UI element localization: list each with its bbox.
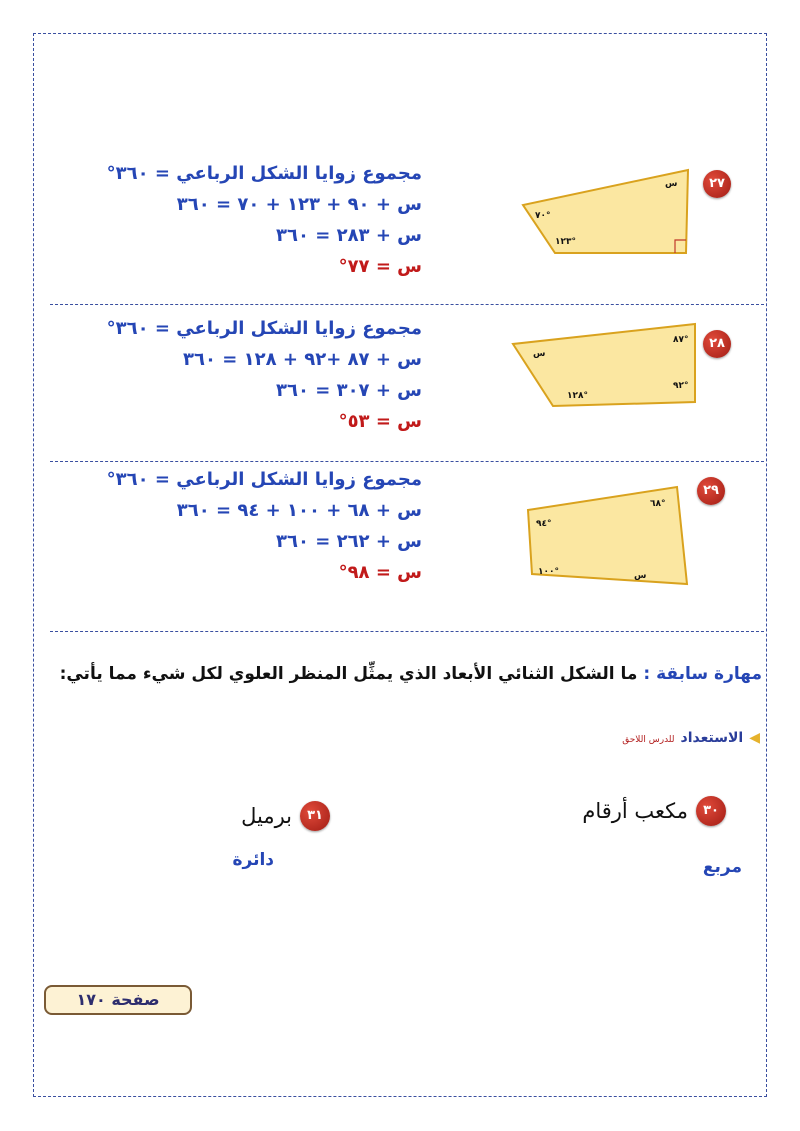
angle-label: ٩٤° — [536, 519, 552, 529]
skill-label: مهارة سابقة : — [643, 664, 762, 684]
angle-label: س — [533, 349, 546, 359]
angle-label: ٧٠° — [535, 211, 551, 221]
item-label: برميل — [241, 804, 292, 828]
angle-label: ٨٧° — [673, 335, 689, 345]
solution-28 — [107, 313, 422, 437]
quadrilateral-27 — [515, 162, 695, 262]
solution-answer: س = ٧٧° — [338, 256, 422, 277]
solution-line: مجموع زوايا الشكل الرباعي = ٣٦٠° — [106, 163, 422, 184]
divider — [50, 631, 764, 632]
problem-number-badge: ٢٩ — [697, 477, 725, 505]
item-number-badge: ٣١ — [300, 801, 330, 831]
item-label: مكعب أرقام — [582, 799, 688, 823]
problem-number-badge: ٢٧ — [703, 170, 731, 198]
solution-line: س + ٣٠٧ = ٣٦٠ — [275, 380, 422, 401]
angle-label: ١٢٣° — [555, 237, 576, 247]
angle-label: ٦٨° — [650, 499, 666, 509]
solution-line: س + ٢٨٣ = ٣٦٠ — [275, 225, 422, 246]
triangle-marker-icon: ◀ — [749, 730, 760, 746]
quadrilateral-28 — [505, 318, 700, 418]
divider — [50, 304, 764, 305]
solution-line: س + ٩٠ + ١٢٣ + ٧٠ = ٣٦٠ — [176, 194, 422, 215]
item-30 — [582, 796, 726, 826]
skill-question — [60, 664, 762, 684]
solution-answer: س = ٥٣° — [338, 411, 422, 432]
solution-line: س + ٦٨ + ١٠٠ + ٩٤ = ٣٦٠ — [176, 500, 422, 521]
angle-label: س — [634, 571, 647, 581]
item-answer: دائرة — [232, 850, 274, 870]
solution-line: س + ٨٧ +٩٢ + ١٢٨ = ٣٦٠ — [183, 349, 422, 370]
solution-line: س + ٢٦٢ = ٣٦٠ — [275, 531, 422, 552]
solution-line: مجموع زوايا الشكل الرباعي = ٣٦٠° — [106, 318, 422, 339]
solution-line: مجموع زوايا الشكل الرباعي = ٣٦٠° — [106, 469, 422, 490]
problem-number-badge: ٢٨ — [703, 330, 731, 358]
solution-29 — [107, 464, 422, 588]
angle-label: ١٠٠° — [538, 567, 559, 577]
page-number: صفحة ١٧٠ — [44, 985, 192, 1015]
skill-text: ما الشكل الثنائي الأبعاد الذي يمثِّل المنظر العلوي لكل شيء مما يأتي: — [59, 664, 638, 684]
solution-27 — [107, 158, 422, 282]
item-31 — [241, 801, 330, 831]
prep-title: الاستعداد — [680, 730, 744, 746]
angle-label: س — [665, 179, 678, 189]
prep-header — [622, 730, 760, 746]
item-answer: مربع — [702, 857, 742, 877]
item-number-badge: ٣٠ — [696, 796, 726, 826]
prep-subtitle: للدرس اللاحق — [622, 735, 675, 745]
solution-answer: س = ٩٨° — [338, 562, 422, 583]
divider — [50, 461, 764, 462]
angle-label: ٩٢° — [673, 381, 689, 391]
angle-label: ١٢٨° — [567, 391, 588, 401]
quadrilateral-29 — [522, 482, 697, 592]
